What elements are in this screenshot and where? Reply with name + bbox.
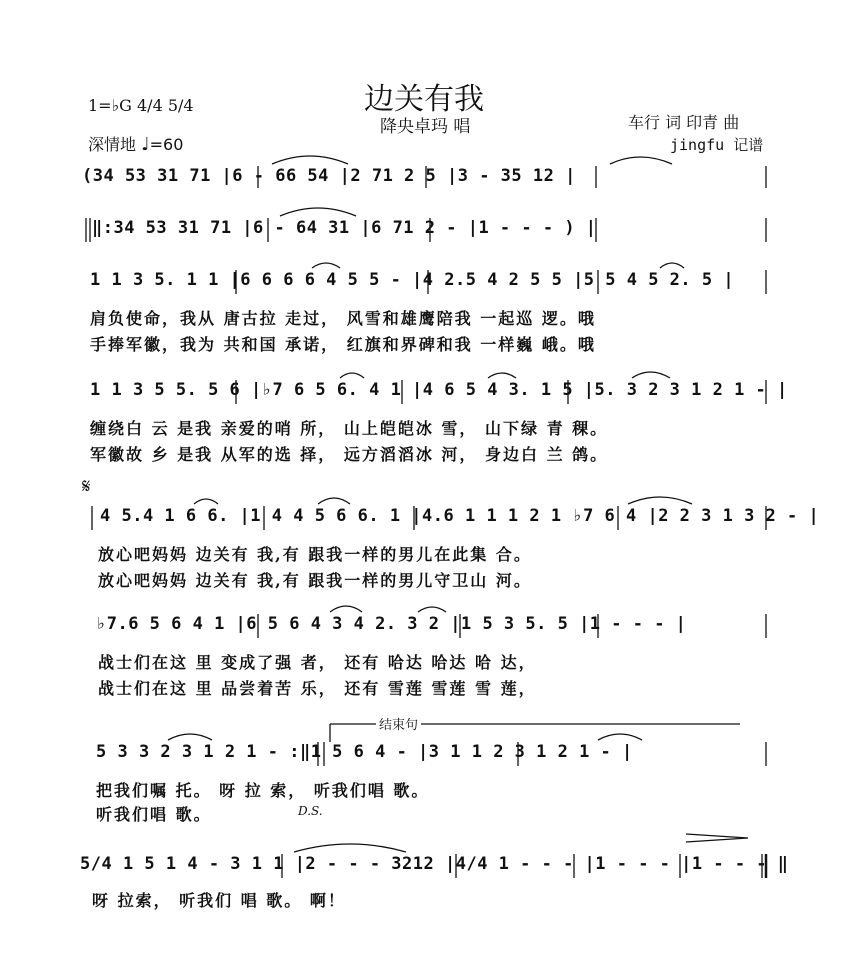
lyric-6a: 战士们在这 里 变成了强 者， 还有 哈达 哈达 哈 达， <box>98 653 537 672</box>
notation-line-1: (34 53 31 71 |6 - 66 54 |2 71 2 5 |3 - 35 12 | <box>82 166 576 186</box>
ds-mark: D.S. <box>298 804 323 818</box>
notation-line-4: 1 1 3 5 5. 5 6 |♭7 6 5 6. 4 1 |4 6 5 4 3. 1 5 |5. 3 2 3 1 2 1 - | <box>90 380 788 400</box>
lyric-5b: 放心吧妈妈 边关有 我,有 跟我一样的男儿守卫山 河。 <box>98 571 532 590</box>
lyric-4a: 缠绕白 云 是我 亲爱的哨 所， 山上皑皑冰 雪， 山下绿 青 稞。 <box>90 419 609 438</box>
song-title: 边关有我 <box>364 82 484 117</box>
lyric-3b: 手捧军徽，我为 共和国 承诺， 红旗和界碑和我 一样巍 峨。哦 <box>90 335 596 354</box>
lyric-8a: 呀 拉索， 听我们 唱 歌。 啊！ <box>92 891 346 910</box>
lyric-5a: 放心吧妈妈 边关有 我,有 跟我一样的男儿在此集 合。 <box>98 545 532 564</box>
lyric-7a: 把我们嘱 托。 呀 拉 索， 听我们唱 歌。 <box>96 781 430 800</box>
score-by: jingfu 记谱 <box>670 136 764 154</box>
quarter-note-icon: ♩ <box>141 134 150 155</box>
tempo <box>88 132 183 155</box>
notation-line-6: ♭7.6 5 6 4 1 |6 5 6 4 3 4 2. 3 2 |1 5 3 5. 5 |1 - - - | <box>96 614 687 634</box>
notation-line-8: 5/4 1 5 1 4 - 3 1 1 |2 - - - 3212 |4/4 1 - - - |1 - - - |1 - - - ‖ <box>80 854 789 874</box>
lyric-4b: 军徽故 乡 是我 从军的选 择， 远方滔滔冰 河， 身边白 兰 鸽。 <box>90 445 609 464</box>
credit: 车行 词 印青 曲 <box>628 113 740 132</box>
ending-label: 结束句 <box>376 714 421 733</box>
singer: 降央卓玛 唱 <box>380 117 471 137</box>
key-signature: 1=♭G 4/4 5/4 <box>88 96 194 115</box>
lyric-6b: 战士们在这 里 品尝着苦 乐， 还有 雪莲 雪莲 雪 莲， <box>98 679 537 698</box>
notation-line-5: 4 5.4 1 6 6. |1 4 4 5 6 6. 1 |4.6 1 1 1 2 1 ♭7 6 4 |2 2 3 1 3 2 - | <box>100 506 820 526</box>
lyric-7b: 听我们唱 歌。 <box>96 805 212 824</box>
notation-line-3: 1 1 3 5. 1 1 |6 6 6 6 4 5 5 - |4 2.5 4 2 5 5 |5 5 4 5 2. 5 | <box>90 270 735 290</box>
tempo-value: =60 <box>149 135 184 154</box>
segno-icon: 𝄋 <box>82 474 91 498</box>
notation-line-2: ‖:34 53 31 71 |6 - 64 31 |6 71 2 - |1 - - - ) | <box>92 218 597 238</box>
tempo-label: 深情地 <box>88 135 137 154</box>
lyric-3a: 肩负使命，我从 唐古拉 走过， 风雪和雄鹰陪我 一起巡 逻。哦 <box>90 309 596 328</box>
notation-line-7: 5 3 3 2 3 1 2 1 - :‖1 5 6 4 - |3 1 1 2 3 1 2 1 - | <box>96 742 633 762</box>
